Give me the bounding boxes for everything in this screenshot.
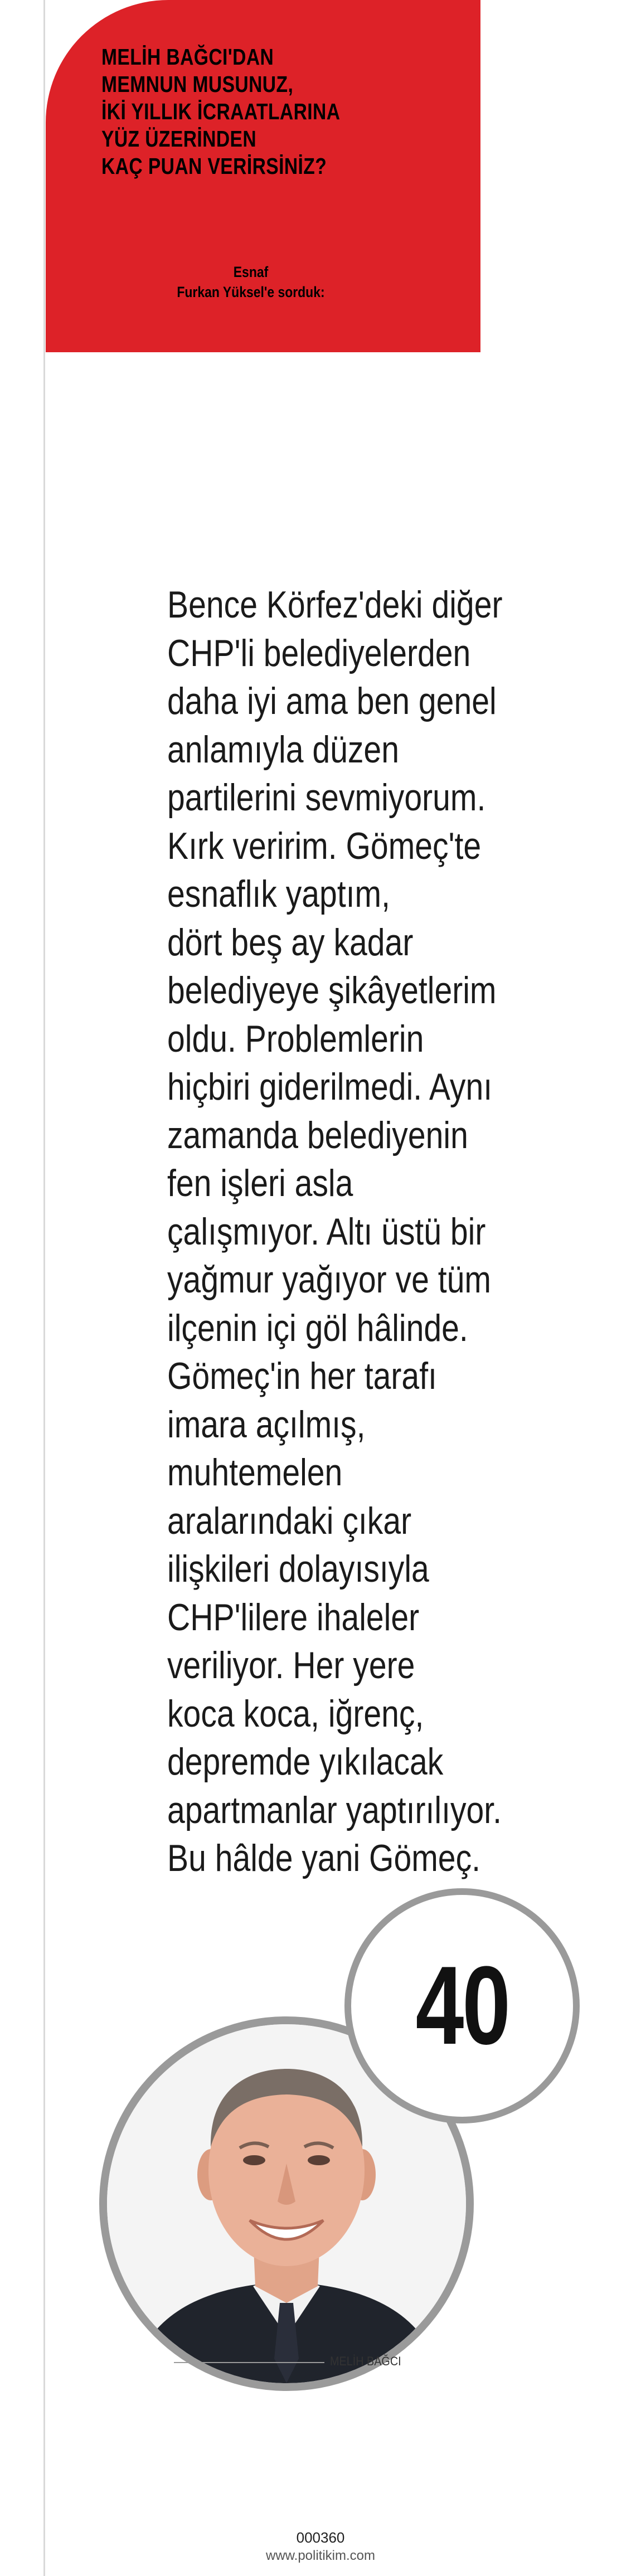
answer-line: yağmur yağıyor ve tüm: [167, 1258, 491, 1301]
website-url: www.politikim.com: [265, 2548, 376, 2563]
answer-line: partilerini sevmiyorum.: [167, 776, 486, 819]
answer-line: Kırk veririm. Gömeç'te: [167, 824, 482, 867]
answer-quote: [167, 581, 502, 1883]
question-line: İKİ YILLIK İCRAATLARINA: [101, 99, 341, 124]
left-divider-line: [43, 0, 45, 2576]
question-text: [101, 43, 340, 180]
answer-line: imara açılmış,: [167, 1403, 366, 1446]
answer-line: esnaflık yaptım,: [167, 873, 391, 915]
answer-line: depremde yıkılacak: [167, 1741, 444, 1783]
answer-line: koca koca, iğrenç,: [167, 1692, 424, 1735]
asker-role: Esnaf: [233, 264, 269, 280]
answer-line: veriliyor. Her yere: [167, 1644, 415, 1686]
asker-name: Furkan Yüksel'e sorduk:: [177, 284, 325, 300]
answer-line: belediyeye şikâyetlerim: [167, 969, 497, 1012]
answer-line: Bence Körfez'deki diğer: [167, 584, 503, 626]
score-value: 40: [415, 1943, 509, 2068]
question-line: KAÇ PUAN VERİRSİNİZ?: [101, 153, 327, 179]
question-line: MELİH BAĞCI'DAN: [101, 44, 274, 70]
answer-line: muhtemelen: [167, 1451, 343, 1494]
answer-line: zamanda belediyenin: [167, 1114, 468, 1156]
caption-rule: [174, 2362, 324, 2363]
answer-line: Gömeç'in her tarafı: [167, 1355, 437, 1397]
photo-caption: MELİH BAĞCI: [330, 2354, 401, 2368]
answer-line: dört beş ay kadar: [167, 921, 414, 964]
asker-credit: [166, 262, 336, 302]
answer-line: ilçenin içi göl hâlinde.: [167, 1306, 468, 1349]
answer-line: daha iyi ama ben genel: [167, 680, 497, 722]
answer-line: CHP'lilere ihaleler: [167, 1596, 420, 1639]
answer-line: CHP'li belediyelerden: [167, 631, 471, 674]
answer-line: hiçbiri giderilmedi. Aynı: [167, 1066, 493, 1108]
answer-line: oldu. Problemlerin: [167, 1017, 424, 1060]
answer-line: anlamıyla düzen: [167, 728, 399, 771]
answer-line: aralarındaki çıkar: [167, 1499, 412, 1542]
answer-line: apartmanlar yaptırılıyor.: [167, 1788, 502, 1831]
question-line: YÜZ ÜZERİNDEN: [101, 126, 257, 152]
answer-line: ilişkileri dolayısıyla: [167, 1548, 429, 1590]
page-number: 000360: [296, 2529, 345, 2546]
answer-line: Bu hâlde yani Gömeç.: [167, 1837, 480, 1879]
answer-line: fen işleri asla: [167, 1162, 353, 1204]
question-line: MEMNUN MUSUNUZ,: [101, 71, 294, 97]
score-badge: [344, 1888, 580, 2123]
answer-line: çalışmıyor. Altı üstü bir: [167, 1210, 486, 1253]
